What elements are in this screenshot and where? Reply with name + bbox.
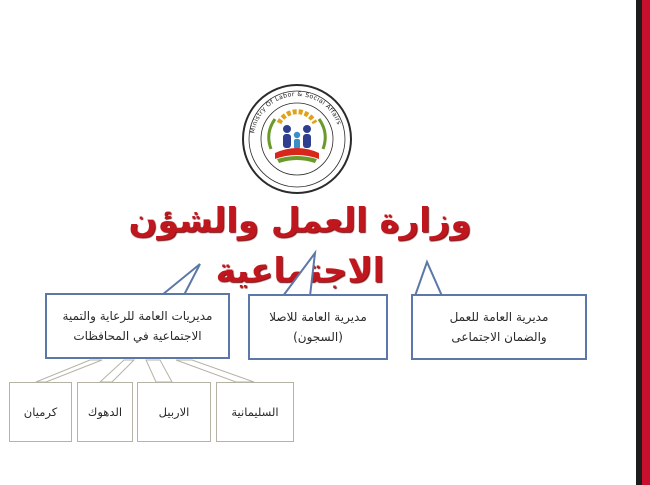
directorate-welfare-line-1: مديريات العامة للرعاية والتمية (62, 309, 213, 323)
governorate-erbil: الاربيل (137, 382, 211, 442)
directorate-prisons-line-2: (السجون) (293, 330, 343, 344)
directorate-prisons-line-1: مديرية العامة للاصلا (269, 310, 367, 324)
callout-tail-prisons (283, 253, 315, 296)
governorate-sulaymaniyah: السليمانية (216, 382, 294, 442)
directorate-correction-prisons (248, 294, 388, 360)
directorate-labor-line-1: مديرية العامة للعمل (449, 310, 549, 324)
governorate-kirmian: كرميان (9, 382, 72, 442)
ministry-title: وزارة العمل والشؤن الاجتماعية (128, 201, 472, 291)
governorate-duhok: الدهوك (77, 382, 133, 442)
connector-erbil (146, 360, 172, 382)
directorate-welfare-line-2: الاجتماعية في المحافظات (73, 329, 202, 343)
connector-sulaymaniyah (176, 360, 254, 382)
directorate-labor-social-security (411, 294, 587, 360)
callout-tail-labor (415, 262, 442, 296)
directorate-labor-line-2: والضمان الاجتماعى (451, 330, 547, 344)
connector-duhok (100, 360, 134, 382)
callout-tail-welfare (162, 264, 200, 295)
logo-ring-text: Ministry Of Labor & Social Affairs (249, 90, 343, 134)
connector-kirmian (36, 360, 102, 382)
directorate-welfare-development (45, 293, 230, 359)
